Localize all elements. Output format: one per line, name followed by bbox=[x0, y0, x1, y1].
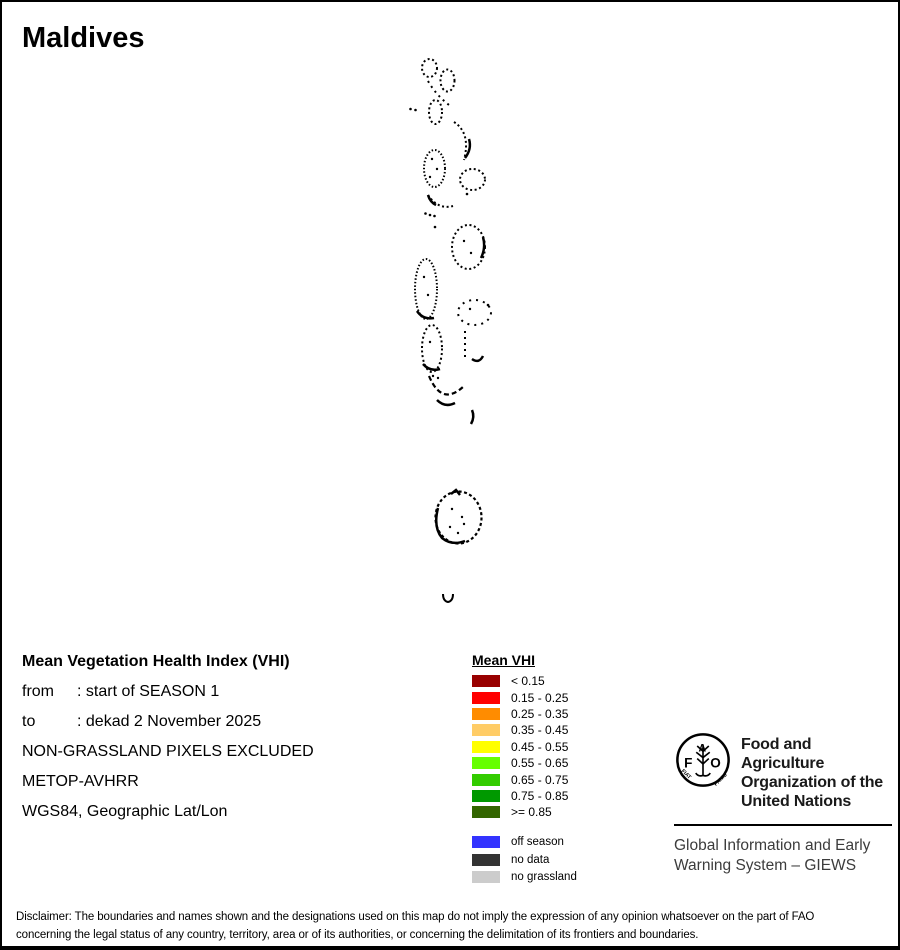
legend-swatch bbox=[472, 708, 500, 720]
legend-swatch bbox=[472, 836, 500, 848]
legend-swatch bbox=[472, 692, 500, 704]
legend-swatch bbox=[472, 790, 500, 802]
disclaimer-line: Disclaimer: The boundaries and names shown and the designations used on this map do not imply the expression of any opinion whatsoever on the part of FAO bbox=[16, 911, 815, 923]
fao-org-line: Food and Agriculture bbox=[741, 736, 825, 772]
legend-item bbox=[472, 788, 577, 804]
period-to-label: to bbox=[22, 713, 36, 730]
legend-item bbox=[472, 804, 577, 820]
legend-label: 0.65 - 0.75 bbox=[511, 772, 569, 787]
legend-item bbox=[472, 706, 577, 722]
vhi-legend bbox=[472, 652, 577, 886]
vhi-heading: Mean Vegetation Health Index (VHI) bbox=[22, 653, 290, 670]
legend-swatch bbox=[472, 854, 500, 866]
legend-label: < 0.15 bbox=[511, 674, 545, 689]
legend-label: >= 0.85 bbox=[511, 805, 552, 820]
fao-motto-fiat: FIAT bbox=[679, 768, 693, 781]
fao-org-line: United Nations bbox=[741, 793, 852, 810]
fao-logo-icon bbox=[674, 731, 732, 789]
fao-motto-panis: PANIS bbox=[713, 772, 729, 788]
giews-line: Global Information and Early bbox=[674, 837, 871, 854]
period-to bbox=[22, 714, 314, 730]
page-title: Maldives bbox=[22, 22, 145, 54]
giews-name bbox=[674, 836, 892, 875]
legend-extra-classes bbox=[472, 834, 577, 887]
fao-org-line: Organization of the bbox=[741, 774, 883, 791]
legend-item bbox=[472, 689, 577, 705]
fao-letter-a: A bbox=[698, 742, 707, 755]
fao-org-name bbox=[741, 731, 892, 811]
fao-branding bbox=[674, 731, 892, 811]
legend-title: Mean VHI bbox=[472, 652, 536, 668]
fao-divider bbox=[674, 824, 892, 826]
legend-label: 0.75 - 0.85 bbox=[511, 788, 569, 803]
legend-label: no grassland bbox=[511, 871, 577, 884]
fao-letter-o: O bbox=[710, 755, 721, 771]
legend-label: 0.45 - 0.55 bbox=[511, 739, 569, 754]
giews-line: Warning System – GIEWS bbox=[674, 856, 857, 874]
maldives-map bbox=[392, 47, 507, 617]
legend-item bbox=[472, 834, 577, 852]
legend-label: 0.35 - 0.45 bbox=[511, 723, 569, 738]
fao-giews-block bbox=[674, 731, 892, 875]
period-from-label: from bbox=[22, 683, 54, 700]
projection-note: WGS84, Geographic Lat/Lon bbox=[22, 803, 228, 820]
legend-item bbox=[472, 851, 577, 869]
legend-item bbox=[472, 755, 577, 771]
legend-label: off season bbox=[511, 836, 564, 849]
legend-label: 0.55 - 0.65 bbox=[511, 756, 569, 771]
map-metadata bbox=[22, 654, 314, 834]
pixels-excluded-note: NON-GRASSLAND PIXELS EXCLUDED bbox=[22, 743, 314, 760]
legend-item bbox=[472, 673, 577, 689]
legend-swatch bbox=[472, 724, 500, 736]
fao-letter-f: F bbox=[684, 755, 693, 771]
period-to-value: : dekad 2 November 2025 bbox=[77, 713, 262, 730]
atoll-solid-reefs bbox=[417, 139, 484, 602]
period-from bbox=[22, 684, 314, 700]
legend-swatch bbox=[472, 774, 500, 786]
legend-swatch bbox=[472, 871, 500, 883]
legend-swatch bbox=[472, 675, 500, 687]
atoll-dotted-outlines bbox=[415, 59, 491, 544]
legend-label: no data bbox=[511, 853, 550, 866]
legend-item bbox=[472, 739, 577, 755]
legend-swatch bbox=[472, 741, 500, 753]
legend-label: 0.25 - 0.35 bbox=[511, 706, 569, 721]
disclaimer bbox=[16, 909, 814, 944]
legend-swatch bbox=[472, 757, 500, 769]
islet-dots bbox=[409, 108, 489, 534]
legend-item bbox=[472, 869, 577, 887]
period-from-value: : start of SEASON 1 bbox=[77, 683, 220, 700]
legend-swatch bbox=[472, 806, 500, 818]
legend-item bbox=[472, 771, 577, 787]
disclaimer-line: concerning the legal status of any country, territory, area or of its authorities, or concerning the delimitation of its frontiers and boundaries. bbox=[16, 928, 699, 941]
legend-item bbox=[472, 722, 577, 738]
sensor-note: METOP-AVHRR bbox=[22, 773, 139, 790]
legend-label: 0.15 - 0.25 bbox=[511, 690, 569, 705]
maldives-atolls-graphic bbox=[392, 47, 507, 617]
